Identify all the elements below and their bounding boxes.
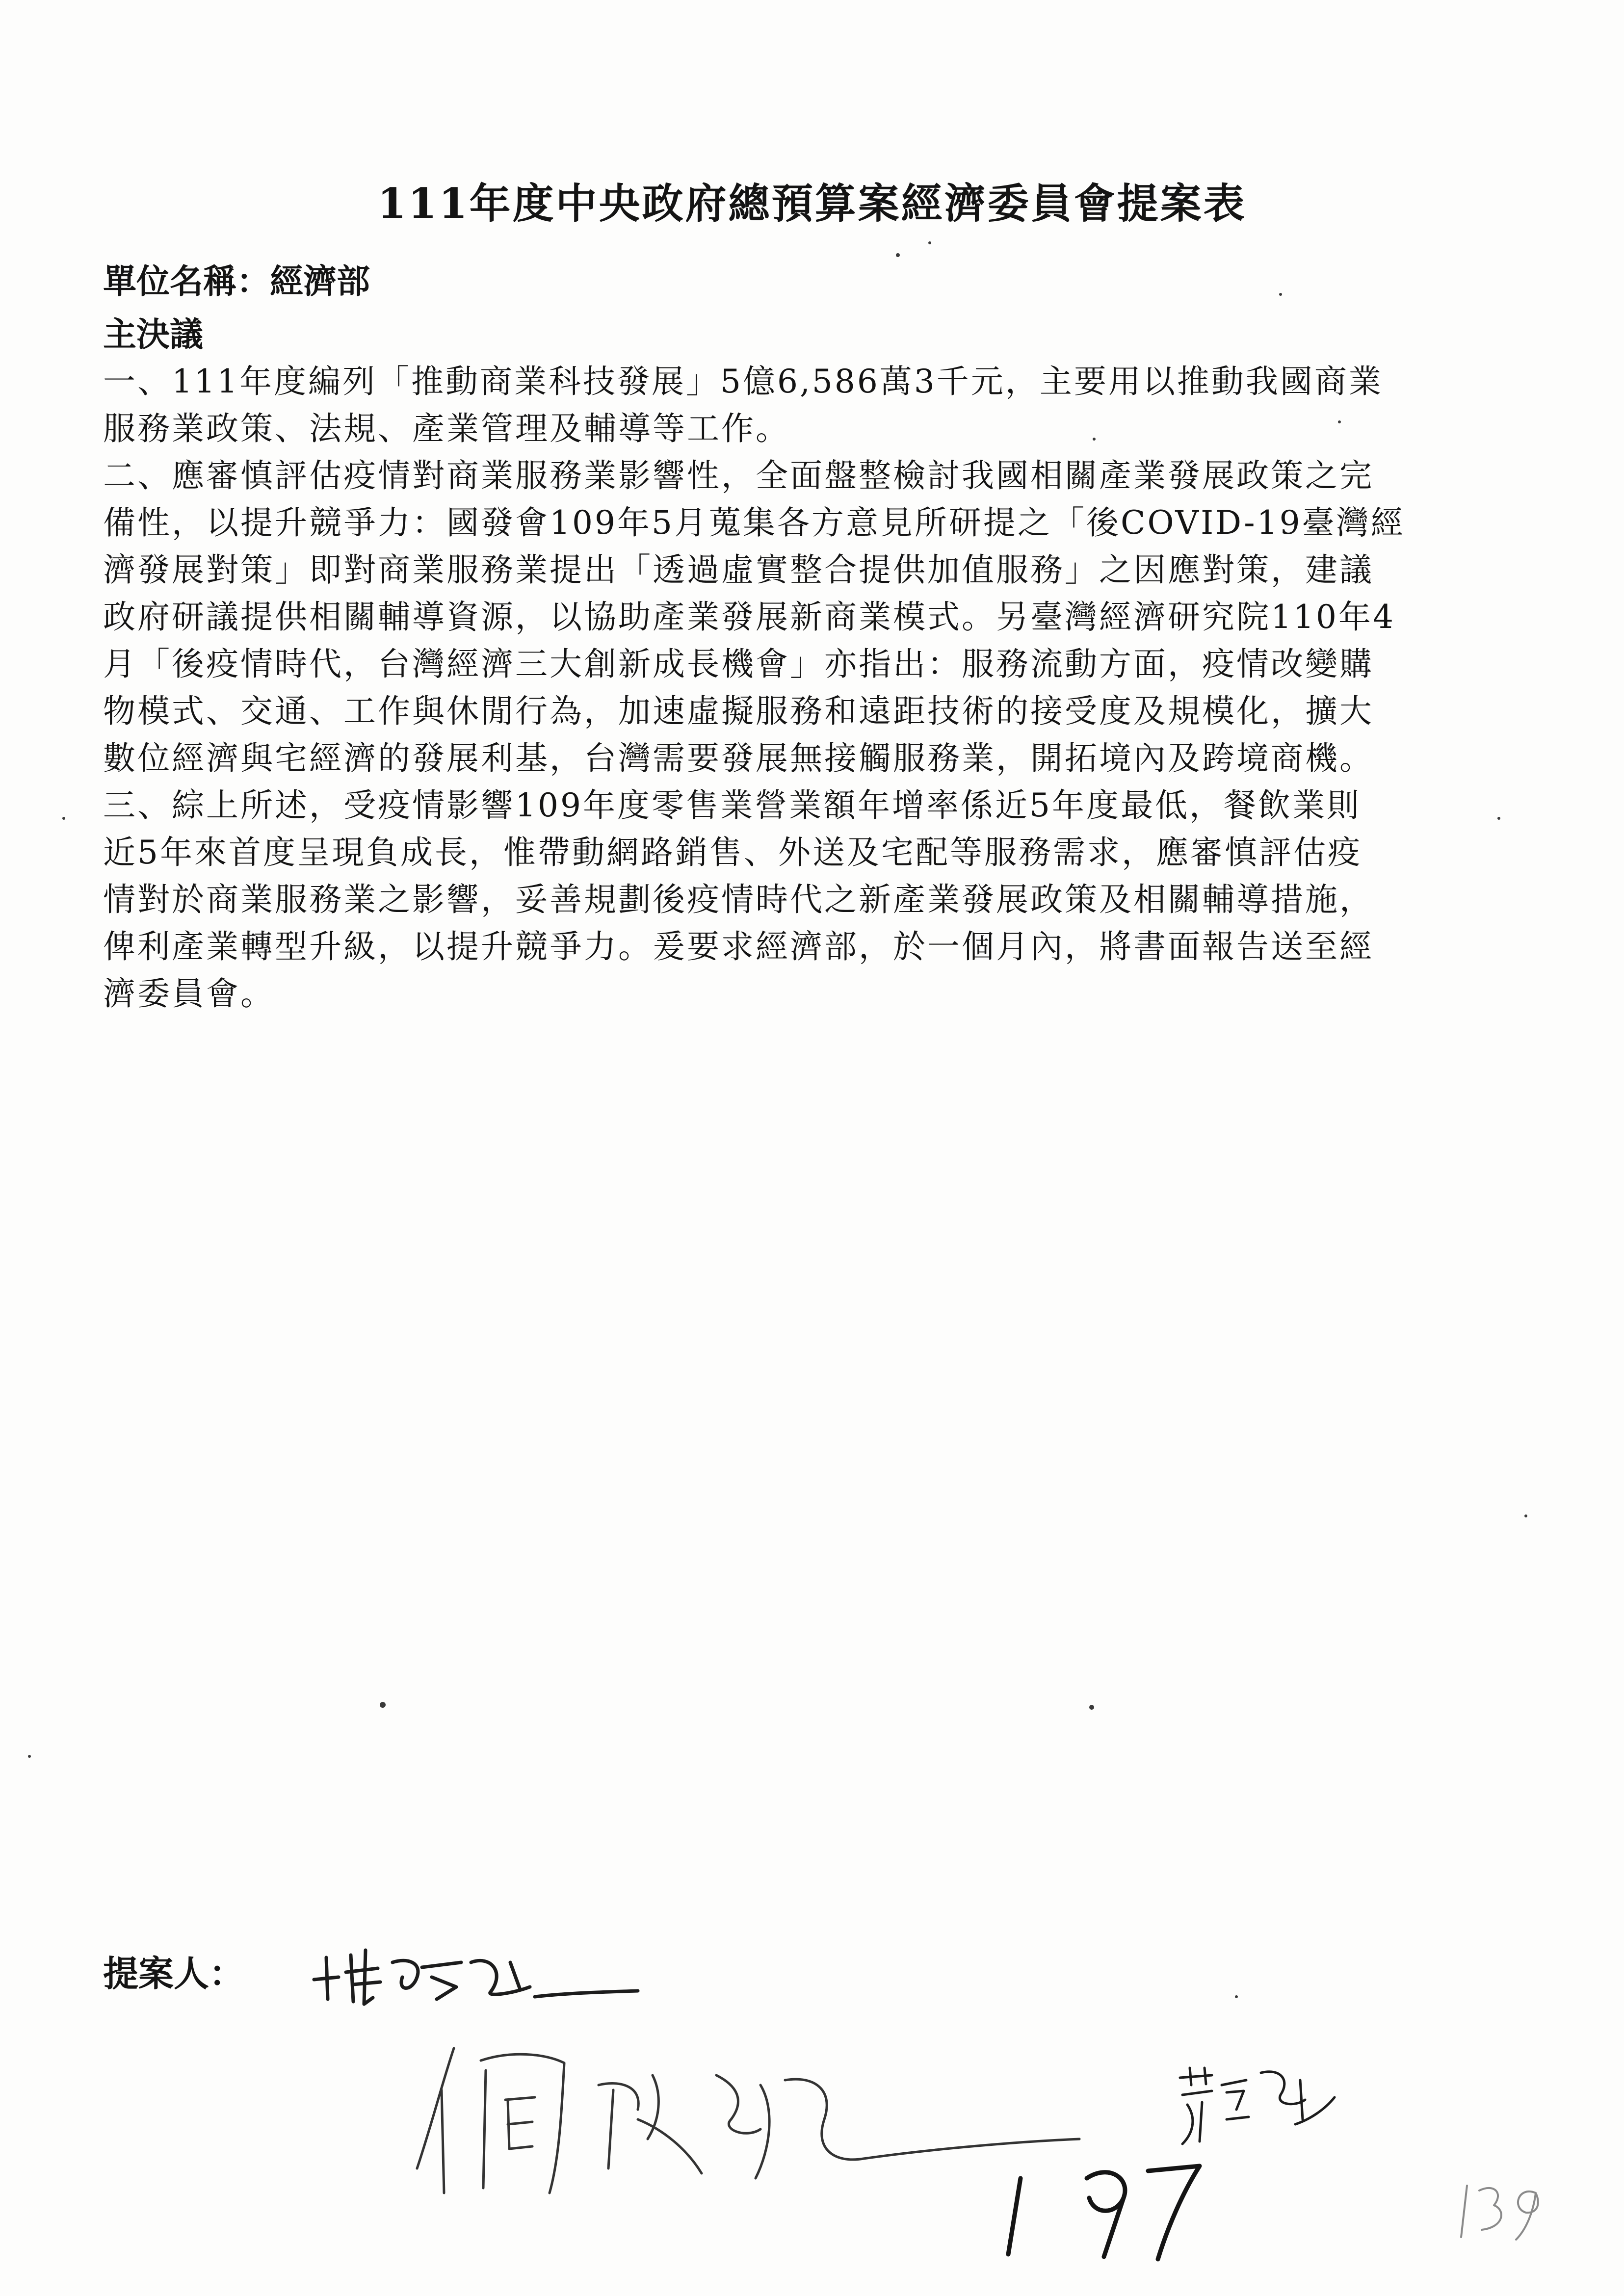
body-line: 一、111年度編列「推動商業科技發展」5億6,586萬3千元，主要用以推動我國商業 [103, 363, 1383, 400]
scan-specks [28, 241, 1527, 1998]
signature-2 [417, 2048, 1079, 2193]
body-line: 俾利產業轉型升級，以提升競爭力。爰要求經濟部，於一個月內，將書面報告送至經 [103, 928, 1374, 965]
signature-3 [1180, 2068, 1335, 2144]
document-title: 111年度中央政府總預算案經濟委員會提案表 [377, 179, 1247, 228]
handwritten-number-139 [1461, 2186, 1538, 2240]
body-line: 濟委員會。 [103, 975, 275, 1013]
body-line: 備性，以提升競爭力：國發會109年5月蒐集各方意見所研提之「後COVID-19臺灣經 [103, 504, 1405, 542]
body-line: 服務業政策、法規、產業管理及輔導等工作。 [103, 410, 790, 447]
body-line: 月「後疫情時代，台灣經濟三大創新成長機會」亦指出：服務流動方面，疫情改變購 [103, 645, 1374, 683]
body-line: 近5年來首度呈現負成長，惟帶動網路銷售、外送及宅配等服務需求，應審慎評估疫 [103, 834, 1362, 871]
proposer-label: 提案人： [103, 1953, 245, 1994]
body-line: 數位經濟與宅經濟的發展利基，台灣需要發展無接觸服務業，開拓境內及跨境商機。 [103, 739, 1374, 777]
signature-1 [314, 1950, 638, 2004]
body-line: 政府研議提供相關輔導資源，以協助產業發展新商業模式。另臺灣經濟研究院110年4 [103, 598, 1395, 636]
body-line: 濟發展對策」即對商業服務業提出「透過虛實整合提供加值服務」之因應對策，建議 [103, 551, 1374, 589]
body-line: 物模式、交通、工作與休閒行為，加速虛擬服務和遠距技術的接受度及規模化，擴大 [103, 692, 1374, 730]
body-line: 情對於商業服務業之影響，妥善規劃後疫情時代之新產業發展政策及相關輔導措施， [103, 881, 1374, 918]
resolution-heading: 主決議 [103, 315, 204, 354]
handwritten-number-197 [1008, 2166, 1200, 2259]
unit-name: 單位名稱：經濟部 [103, 262, 370, 301]
body-line: 三、綜上所述，受疫情影響109年度零售業營業額年增率係近5年度最低，餐飲業則 [103, 786, 1361, 824]
body-line: 二、應審慎評估疫情對商業服務業影響性，全面盤整檢討我國相關產業發展政策之完 [103, 457, 1374, 495]
